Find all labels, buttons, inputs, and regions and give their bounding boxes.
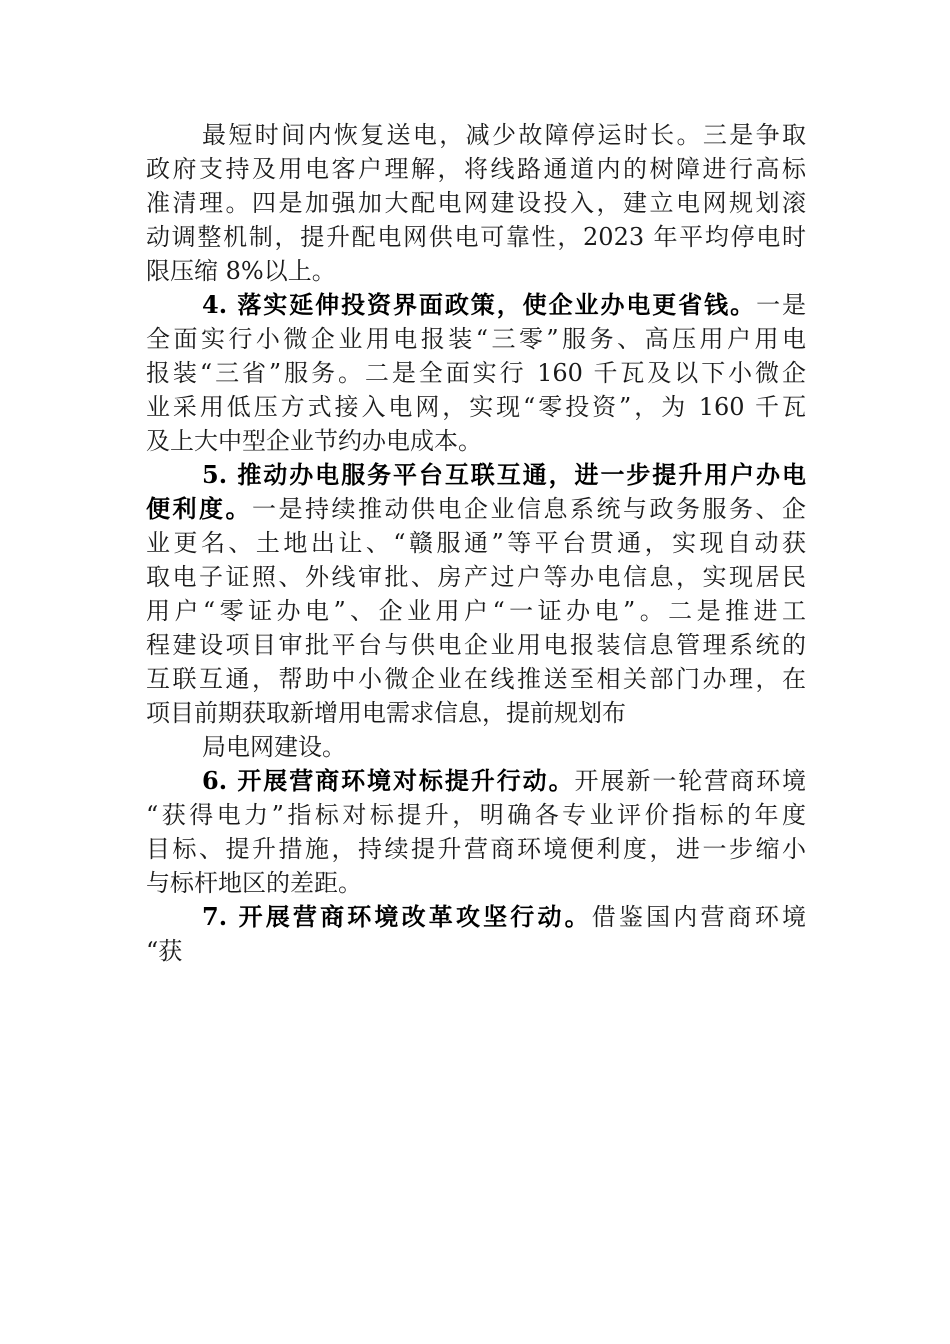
line-text: 开展新一轮营商环境 — [574, 767, 806, 795]
line-text: 项目前期获取新增用电需求信息，提前规划布 — [146, 699, 626, 727]
line-text: 取电子证照、外线审批、房产过户等办电信息，实现居民 — [146, 563, 806, 591]
text-line — [146, 696, 806, 730]
line-text: 目标、提升措施，持续提升营商环境便利度，进一步缩小 — [146, 835, 806, 863]
text-line — [146, 594, 806, 628]
text-line — [146, 220, 806, 254]
line-text: 一是 — [756, 291, 806, 319]
section-heading: 便利度。 — [146, 494, 252, 523]
text-line — [146, 458, 806, 492]
line-text: “获得电力”指标对标提升，明确各专业评价指标的年度 — [146, 801, 806, 829]
body-text — [146, 118, 806, 968]
text-line — [146, 186, 806, 220]
line-text: “获 — [146, 937, 183, 965]
text-line — [146, 662, 806, 696]
text-line — [146, 118, 806, 152]
line-text: 与标杆地区的差距。 — [146, 869, 362, 897]
text-line — [146, 390, 806, 424]
line-text: 程建设项目审批平台与供电企业用电报装信息管理系统的 — [146, 631, 806, 659]
line-text: 政府支持及用电客户理解，将线路通道内的树障进行高标 — [146, 155, 806, 183]
line-text: 业采用低压方式接入电网，实现“零投资”，为 160 千瓦 — [146, 393, 806, 421]
line-text: 准清理。四是加强加大配电网建设投入，建立电网规划滚 — [146, 189, 806, 217]
line-text: 全面实行小微企业用电报装“三零”服务、高压用户用电 — [146, 325, 806, 353]
line-text: 最短时间内恢复送电，减少故障停运时长。三是争取 — [202, 121, 806, 149]
text-line — [146, 628, 806, 662]
line-text: 业更名、土地出让、“赣服通”等平台贯通，实现自动获 — [146, 529, 806, 557]
text-line — [146, 866, 806, 900]
section-heading: 6. 开展营商环境对标提升行动。 — [202, 766, 575, 795]
line-text: 及上大中型企业节约办电成本。 — [146, 427, 482, 455]
text-line — [146, 934, 806, 968]
line-text: 限压缩 8%以上。 — [146, 257, 336, 285]
line-text: 互联互通，帮助中小微企业在线推送至相关部门办理，在 — [146, 665, 806, 693]
text-line — [146, 764, 806, 798]
text-line — [146, 288, 806, 322]
line-text: 局电网建设。 — [202, 733, 346, 761]
line-text: 动调整机制，提升配电网供电可靠性，2023 年平均停电时 — [146, 223, 806, 251]
line-text: 一是持续推动供电企业信息系统与政务服务、企 — [252, 495, 806, 523]
line-text: 报装“三省”服务。二是全面实行 160 千瓦及以下小微企 — [146, 359, 806, 387]
text-line — [146, 526, 806, 560]
section-heading: 4. 落实延伸投资界面政策，使企业办电更省钱。 — [202, 290, 757, 319]
text-line — [146, 492, 806, 526]
text-line — [146, 730, 806, 764]
text-line — [146, 254, 806, 288]
text-line — [146, 424, 806, 458]
section-heading: 5. 推动办电服务平台互联互通，进一步提升用户办电 — [202, 460, 806, 489]
text-line — [146, 152, 806, 186]
text-line — [146, 560, 806, 594]
line-text: 借鉴国内营商环境 — [591, 903, 806, 931]
line-text: 用户“零证办电”、企业用户“一证办电”。二是推进工 — [146, 597, 806, 625]
text-line — [146, 322, 806, 356]
section-heading: 7. 开展营商环境改革攻坚行动。 — [202, 902, 592, 931]
text-line — [146, 356, 806, 390]
text-line — [146, 798, 806, 832]
text-line — [146, 832, 806, 866]
text-line — [146, 900, 806, 934]
